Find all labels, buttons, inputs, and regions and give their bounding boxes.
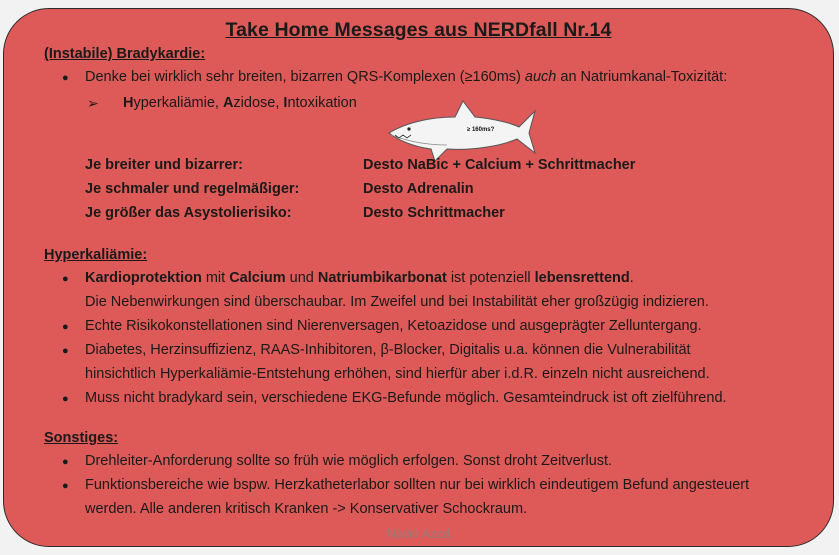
bullet-text-diabetes: Diabetes, Herzinsuffizienz, RAAS-Inhibitoren, β-Blocker, Digitalis u.a. können die Vulnerabilität <box>85 342 691 358</box>
bullet-icon: ● <box>62 393 69 405</box>
bullet-icon: ● <box>62 273 69 285</box>
bullet-icon: ● <box>62 480 69 492</box>
message-card <box>3 8 834 547</box>
shark-icon <box>385 97 537 165</box>
author-name: Navid Azad <box>386 527 451 541</box>
row-label: Je schmaler und regelmäßiger: <box>85 181 300 197</box>
text-segment: . <box>629 270 634 286</box>
bullet-text-ekg: Muss nicht bradykard sein, verschiedene EKG-Befunde möglich. Gesamteindruck ist oft zielführend. <box>85 390 727 406</box>
bullet-text-continuation: werden. Alle anderen kritisch Kranken -> Konservativer Schockraum. <box>85 501 528 517</box>
row-label: Je breiter und bizarrer: <box>85 157 243 173</box>
shark-label: ≥ 160ms? <box>467 127 495 133</box>
bullet-icon: ● <box>62 321 69 333</box>
subbullet-hai <box>123 95 357 111</box>
section-heading-hyperkaliaemie: Hyperkaliämie: <box>44 247 148 263</box>
text-segment: ntoxikation <box>287 95 357 111</box>
bullet-text-continuation: Die Nebenwirkungen sind überschaubar. Im Zweifel und bei Instabilität eher großzügig indizieren. <box>85 294 709 310</box>
text-segment: an Natriumkanal-Toxizität: <box>556 69 728 85</box>
text-segment: ist potenziell <box>446 270 535 286</box>
row-value: Desto Schrittmacher <box>363 205 505 221</box>
emphasis-text: auch <box>524 69 557 85</box>
letter-i: I <box>283 95 288 111</box>
page-title: Take Home Messages aus NERDfall Nr.14 <box>225 19 612 41</box>
bold-text: Calcium <box>229 270 286 286</box>
bold-text: Kardioprotektion <box>85 270 202 286</box>
section-heading-bradykardie: (Instabile) Bradykardie: <box>44 46 206 62</box>
row-label: Je größer das Asystolierisiko: <box>85 205 292 221</box>
row-value: Desto Adrenalin <box>363 181 474 197</box>
letter-h: H <box>123 95 134 111</box>
bullet-text-kardioprotektion <box>85 270 634 286</box>
bullet-text-drehleiter: Drehleiter-Anforderung sollte so früh wie möglich erfolgen. Sonst droht Zeitverlust. <box>85 453 613 469</box>
section-heading-sonstiges: Sonstiges: <box>44 430 119 446</box>
text-segment: zidose, <box>233 95 284 111</box>
text-segment: Denke bei wirklich sehr breiten, bizarren QRS-Komplexen (≥160ms) <box>85 69 525 85</box>
letter-a: A <box>222 95 234 111</box>
bullet-text-risiko: Echte Risikokonstellationen sind Nierenversagen, Ketoazidose und ausgeprägter Zelluntergang. <box>85 318 702 334</box>
text-segment: und <box>285 270 318 286</box>
arrow-icon: ➢ <box>87 95 99 111</box>
bullet-icon: ● <box>62 72 69 84</box>
bullet-text-continuation: hinsichtlich Hyperkaliämie-Entstehung erhöhen, sind hierfür aber i.d.R. einzeln nicht ausreichend. <box>85 366 710 382</box>
bullet-text-natriumkanal <box>85 69 727 85</box>
text-segment: yperkaliämie, <box>133 95 223 111</box>
bullet-text-funktionsbereiche: Funktionsbereiche wie bspw. Herzkatheterlabor sollten nur bei wirklich eindeutigem Befund angesteuert <box>85 477 750 493</box>
text-segment: mit <box>201 270 230 286</box>
bullet-icon: ● <box>62 456 69 468</box>
bold-text: Natriumbikarbonat <box>317 270 447 286</box>
row-value: Desto NaBic + Calcium + Schrittmacher <box>363 157 636 173</box>
bullet-icon: ● <box>62 345 69 357</box>
bold-text: lebensrettend <box>534 270 630 286</box>
